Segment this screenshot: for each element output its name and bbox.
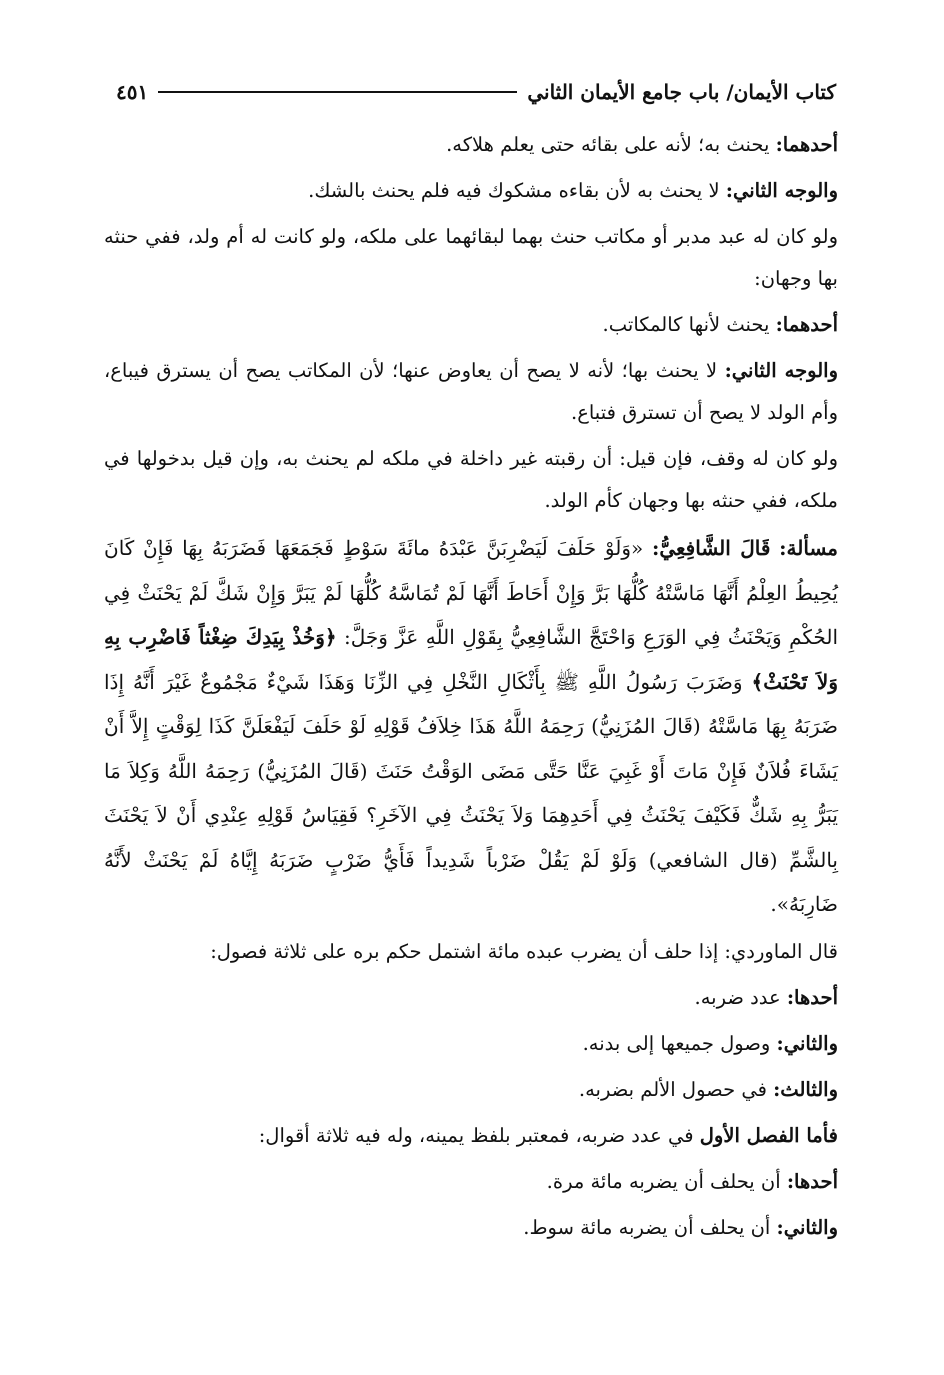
paragraph xyxy=(104,350,838,434)
paragraph-lead: أحدها: xyxy=(786,1169,838,1193)
paragraph-lead: والثاني: xyxy=(776,1031,838,1055)
paragraph xyxy=(104,931,838,973)
paragraph xyxy=(104,1069,838,1111)
paragraph xyxy=(104,216,838,300)
paragraph-text: عدد ضربه. xyxy=(694,985,787,1009)
running-header xyxy=(116,74,836,110)
paragraph-text: ولو كان له عبد مدبر أو مكاتب حنث بهما لبقائهما على ملكه، ولو كانت له أم ولد، ففي حنثه بها وجهان: xyxy=(104,225,838,290)
paragraph-text: أن يحلف أن يضربه مائة سوط. xyxy=(523,1215,777,1239)
paragraph xyxy=(104,438,838,522)
header-rule xyxy=(158,91,517,93)
paragraph xyxy=(104,304,838,346)
masala-label: مسألة: xyxy=(779,536,839,560)
paragraph xyxy=(104,1023,838,1065)
masala-text-1: «وَلَوْ حَلَفَ لَيَضْرِبَنَّ عَبْدَهُ مائَةَ سَوْطٍ فَجَمَعَهَا فَضَرَبَهُ بِهَا فَإِنْ كَانَ يُحِيطُ العِلْمُ أَنَّهَا مَاسَّتْهُ كُلُّهَا بَرَّ وَإِنْ أَحَاطَ أَنَّهَا لَمْ تُمَاسَّهُ كُلُّهَا لَمْ يَبَرَّ وَإِنْ شَكَّ لَمْ يَحْنَثْ فِي الحُكْمِ وَيَحْنَثُ فِي الوَرَعِ وَاحْتَجَّ الشَّافِعِيُّ بِقَوْلِ اللَّهِ عَزَّ وَجَلَّ: xyxy=(104,536,838,649)
paragraph-lead: أحدهما: xyxy=(775,133,838,156)
paragraph-text: يحنث لأنها كالمكاتب. xyxy=(602,313,776,336)
paragraph-text: يحنث به؛ لأنه على بقائه حتى يعلم هلاكه. xyxy=(446,133,776,156)
paragraph-text: قال الماوردي: إذا حلف أن يضرب عبده مائة اشتمل حكم بره على ثلاثة فصول: xyxy=(210,939,838,963)
paragraph-lead: والوجه الثاني: xyxy=(724,359,838,382)
paragraph-lead: والثالث: xyxy=(773,1077,838,1101)
paragraph-text: ولو كان له وقف، فإن قيل: أن رقبته غير داخلة في ملكه لم يحنث به، وإن قيل بدخولها في ملكه، ففي حنثه بها وجهان كأم الولد. xyxy=(104,447,838,512)
paragraph-lead: والوجه الثاني: xyxy=(725,179,838,202)
paragraph-text: في حصول الألم بضربه. xyxy=(578,1077,774,1101)
page-body xyxy=(104,124,838,1253)
paragraph-lead: والثاني: xyxy=(776,1215,838,1239)
paragraph-lead: أحدهما: xyxy=(775,313,838,336)
paragraph-text: أن يحلف أن يضربه مائة مرة. xyxy=(546,1169,787,1193)
paragraph xyxy=(104,1115,838,1157)
page-number: ٤٥١ xyxy=(116,80,149,104)
masala-paragraph xyxy=(104,526,838,927)
chapter-title: كتاب الأيمان/ باب جامع الأيمان الثاني xyxy=(527,80,836,104)
paragraph-lead: أحدها: xyxy=(786,985,838,1009)
paragraph-lead: فأما الفصل الأول xyxy=(699,1123,838,1147)
paragraph-text: وصول جميعها إلى بدنه. xyxy=(582,1031,777,1055)
paragraph xyxy=(104,1207,838,1249)
paragraph-text: لا يحنث بها؛ لأنه لا يصح أن يعاوض عنها؛ لأن المكاتب يصح أن يسترق فيباع، وأم الولد لا يصح أن تسترق فتباع. xyxy=(104,359,838,424)
quran-verse: ﴿وَخُذْ بِيَدِكَ ضِغْثاً فَاضْرِب بِهِ وَلاَ تَحْنَثْ﴾ xyxy=(104,625,838,694)
masala-text-2: وَضَرَبَ رَسُولُ اللَّهِ ﷺ بِأَثْكَالِ النَّخْلِ فِي الزِّنَا وَهَذَا شَيْءٌ مَجْمُوعٌ غَيْرَ أَنَّهُ إِذَا ضَرَبَهُ بِهَا مَاسَّتْهُ (قَالَ المُزَنِيُّ) رَحِمَهُ اللَّهُ هَذَا خِلاَفُ قَوْلِهِ لَوْ حَلَفَ لَيَفْعَلَنَّ كَذَا لِوَقْتٍ إِلاَّ أَنْ يَشَاءَ فُلاَنٌ فَإِنْ مَاتَ أَوْ غَبِيَ عَنَّا حَتَّى مَضَى الوَقْتُ حَنَثَ (قَالَ المُزَنِيُّ) رَحِمَهُ اللَّهُ وَكِلاَ مَا يَبَرُّ بِهِ شَكٌّ فَكَيْفَ يَحْنَثُ فِي أَحَدِهِمَا وَلاَ يَحْنَثُ فِي الآخَرِ؟ فَقِيَاسُ قَوْلِهِ عِنْدِي أَنْ لاَ يَحْنَثَ بِالشَّمِّ (قال الشافعي) وَلَوْ لَمْ يَقُلْ ضَرْباً شَدِيداً فَأَيُّ ضَرْبٍ ضَرَبَهُ إِيَّاهُ لَمْ يَحْنَثْ لأَنَّهُ ضَارِبَهُ». xyxy=(104,669,838,916)
paragraph xyxy=(104,124,838,166)
paragraph-text: في عدد ضربه، فمعتبر بلفظ يمينه، وله فيه ثلاثة أقوال: xyxy=(258,1123,700,1147)
paragraph-text: لا يحنث به لأن بقاءه مشكوك فيه فلم يحنث بالشك. xyxy=(308,179,726,202)
masala-speaker: قَالَ الشَّافِعِيُّ: xyxy=(651,536,771,560)
paragraph xyxy=(104,977,838,1019)
paragraph xyxy=(104,170,838,212)
paragraph xyxy=(104,1161,838,1203)
